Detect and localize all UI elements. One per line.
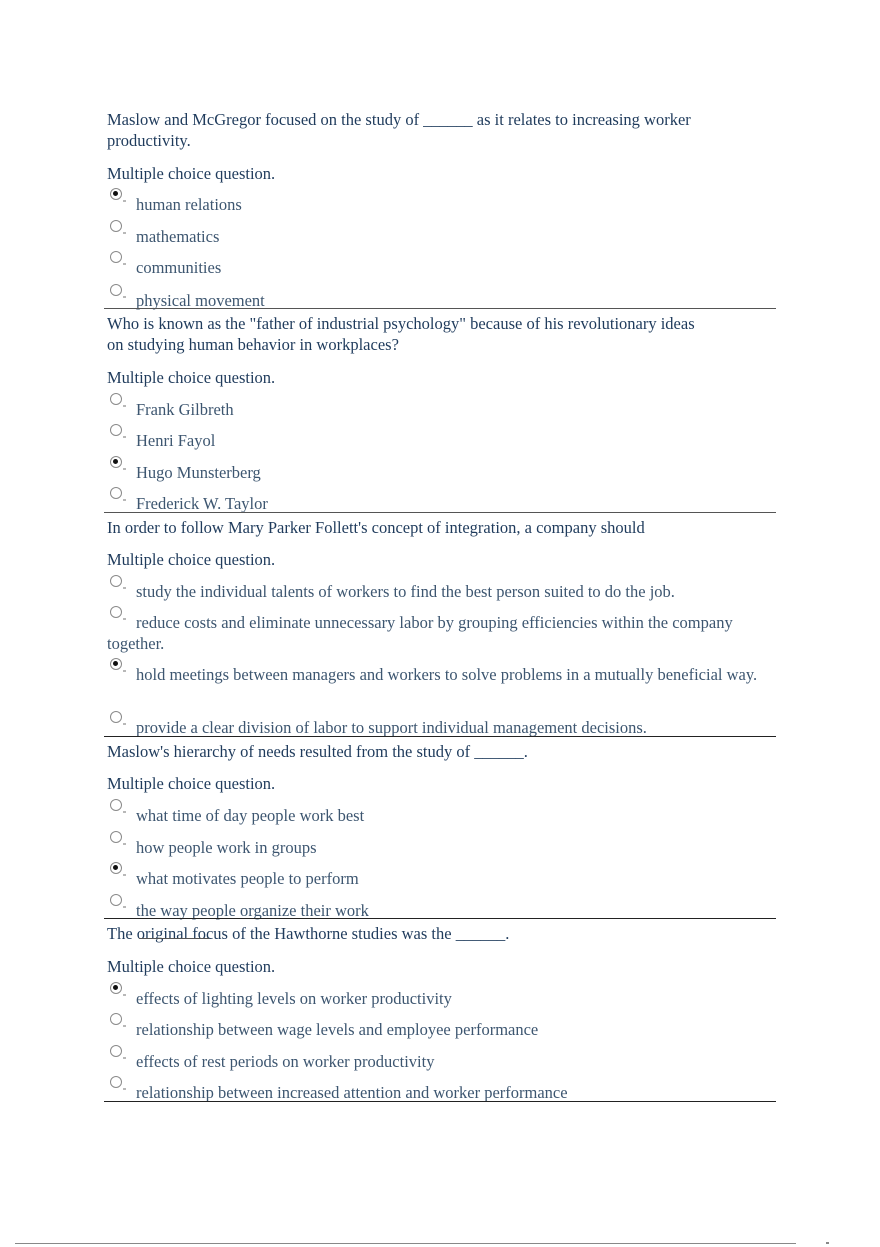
question-type: Multiple choice question. bbox=[107, 164, 276, 183]
option-label: hold meetings between managers and workers to solve problems in a mutually beneficial way. bbox=[136, 665, 758, 684]
question-divider bbox=[104, 308, 776, 309]
question-text: Maslow and McGregor focused on the study of ______ as it relates to increasing worker productivity. bbox=[107, 110, 691, 150]
option-label: Frank Gilbreth bbox=[136, 400, 234, 419]
question-3 bbox=[104, 517, 776, 735]
question-1 bbox=[104, 109, 776, 310]
option-label: human relations bbox=[136, 195, 242, 214]
option-label: study the individual talents of workers to find the best person suited to do the job. bbox=[136, 582, 675, 601]
option-label: what motivates people to perform bbox=[136, 869, 359, 888]
question-text: Who is known as the "father of industrial psychology" because of his revolutionary ideas on studying human behavior in workplaces? bbox=[107, 314, 695, 354]
question-divider bbox=[104, 736, 776, 737]
page-footer-line bbox=[15, 1243, 796, 1244]
option-label: how people work in groups bbox=[136, 838, 317, 857]
option-label: what time of day people work best bbox=[136, 806, 365, 825]
question-divider bbox=[104, 918, 776, 919]
question-type: Multiple choice question. bbox=[107, 957, 276, 976]
option-label: mathematics bbox=[136, 227, 220, 246]
question-text: Maslow's hierarchy of needs resulted from the study of ______. bbox=[107, 742, 528, 761]
option-label: the way people organize their work bbox=[136, 901, 369, 920]
option-label: provide a clear division of labor to support individual management decisions. bbox=[136, 718, 647, 737]
question-4 bbox=[104, 741, 776, 920]
option-label: physical movement bbox=[136, 291, 265, 310]
question-2 bbox=[104, 313, 776, 511]
option-label: effects of rest periods on worker productivity bbox=[136, 1052, 435, 1071]
question-divider bbox=[104, 1101, 776, 1102]
question-type: Multiple choice question. bbox=[107, 368, 276, 387]
question-text: In order to follow Mary Parker Follett's concept of integration, a company should bbox=[107, 518, 645, 537]
option-label: reduce costs and eliminate unnecessary labor by grouping efficiencies within the company together. bbox=[107, 613, 733, 653]
option-label: effects of lighting levels on worker productivity bbox=[136, 989, 452, 1008]
question-divider bbox=[104, 512, 776, 513]
option-label: Hugo Munsterberg bbox=[136, 463, 261, 482]
underline-mark bbox=[139, 938, 209, 939]
footer-dot bbox=[826, 1242, 829, 1244]
option-label: Frederick W. Taylor bbox=[136, 494, 268, 513]
question-text: The original focus of the Hawthorne studies was the ______. bbox=[107, 924, 510, 943]
question-type: Multiple choice question. bbox=[107, 550, 276, 569]
option-label: communities bbox=[136, 258, 222, 277]
option-label: relationship between increased attention and worker performance bbox=[136, 1083, 568, 1102]
question-5 bbox=[104, 923, 776, 1101]
question-type: Multiple choice question. bbox=[107, 774, 276, 793]
option-label: relationship between wage levels and employee performance bbox=[136, 1020, 539, 1039]
option-label: Henri Fayol bbox=[136, 431, 216, 450]
